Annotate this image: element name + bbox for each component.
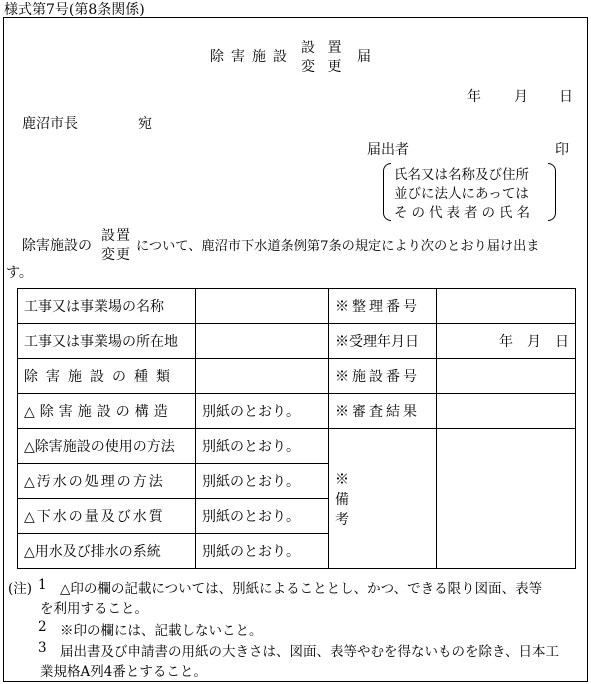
title-main: 除害施設 <box>210 49 294 65</box>
title-option-install: 設 置 <box>301 40 346 56</box>
title-suffix: 届 <box>357 49 371 65</box>
notes-prefix: (注) <box>8 581 33 597</box>
right-label: ※審査結果 <box>329 394 437 429</box>
body-prefix: 除害施設の <box>22 238 92 254</box>
form-number-label: 様式第7号(第8条関係) <box>4 2 145 18</box>
remarks-value[interactable] <box>437 429 576 569</box>
note-2-number: 2 <box>38 619 47 635</box>
title-option-change: 変 更 <box>301 59 346 75</box>
addressee-honorific: 宛 <box>138 116 152 132</box>
addressee-name: 鹿沼市長 <box>22 116 78 132</box>
row-label: △用水及び排水の系統 <box>18 534 196 569</box>
right-value[interactable] <box>437 359 576 394</box>
table-row <box>18 359 576 394</box>
right-label: ※受理年月日 <box>329 324 437 359</box>
row-label: 除害施設の種類 <box>18 359 196 394</box>
applicant-note-line-3: その代表者の氏名 <box>394 205 534 221</box>
row-value[interactable] <box>196 359 329 394</box>
note-2-line-1: ※印の欄には、記載しないこと。 <box>60 623 263 639</box>
right-label: ※施設番号 <box>329 359 437 394</box>
table-row <box>18 429 576 464</box>
right-label: ※整理番号 <box>329 289 437 324</box>
seal-mark: 印 <box>555 142 569 158</box>
row-label: 工事又は事業場の所在地 <box>18 324 196 359</box>
body-continuation: す。 <box>6 265 33 281</box>
applicant-note-line-1: 氏名又は名称及び住所 <box>394 167 529 183</box>
row-value[interactable] <box>196 289 329 324</box>
table-row <box>18 324 576 359</box>
row-label: △除害施設の使用の方法 <box>18 429 196 464</box>
row-value[interactable]: 別紙のとおり。 <box>196 464 329 499</box>
right-value[interactable]: 年 月 日 <box>437 324 576 359</box>
right-value[interactable] <box>437 289 576 324</box>
note-1-number: 1 <box>38 577 47 593</box>
row-value[interactable]: 別紙のとおり。 <box>196 429 329 464</box>
right-value[interactable] <box>437 394 576 429</box>
body-option-change: 変更 <box>101 247 131 263</box>
right-bracket <box>548 163 556 221</box>
note-3-line-1: 届出書及び申請書の用紙の大きさは、図面、表等やむを得ないものを除き、日本工 <box>60 644 559 660</box>
row-label: △除害施設の構造 <box>18 394 196 429</box>
date-day: 日 <box>559 89 573 105</box>
date-year: 年 <box>467 89 481 105</box>
row-label: 工事又は事業場の名称 <box>18 289 196 324</box>
row-label: △汚水の処理の方法 <box>18 464 196 499</box>
applicant-label: 届出者 <box>367 142 409 158</box>
applicant-note <box>383 163 556 221</box>
note-3-line-2: 業規格A列4番とすること。 <box>40 664 207 680</box>
date-month: 月 <box>514 89 528 105</box>
left-bracket <box>383 163 391 221</box>
note-1-line-1: △印の欄の記載については、別紙によることとし、かつ、できる限り図面、表等 <box>60 581 543 597</box>
note-1-line-2: を利用すること。 <box>40 601 148 617</box>
body-suffix: について、鹿沼市下水道条例第7条の規定により次のとおり届け出ま <box>136 239 540 254</box>
row-label: △下水の量及び水質 <box>18 499 196 534</box>
row-value[interactable]: 別紙のとおり。 <box>196 534 329 569</box>
body-option-install: 設置 <box>101 228 131 244</box>
table-row <box>18 289 576 324</box>
facility-info-table <box>17 288 576 569</box>
table-row <box>18 394 576 429</box>
applicant-note-line-2: 並びに法人にあっては <box>394 186 529 202</box>
remarks-label: ※備考 <box>329 429 437 569</box>
row-value[interactable]: 別紙のとおり。 <box>196 499 329 534</box>
note-3-number: 3 <box>38 640 47 656</box>
row-value[interactable] <box>196 324 329 359</box>
row-value[interactable]: 別紙のとおり。 <box>196 394 329 429</box>
